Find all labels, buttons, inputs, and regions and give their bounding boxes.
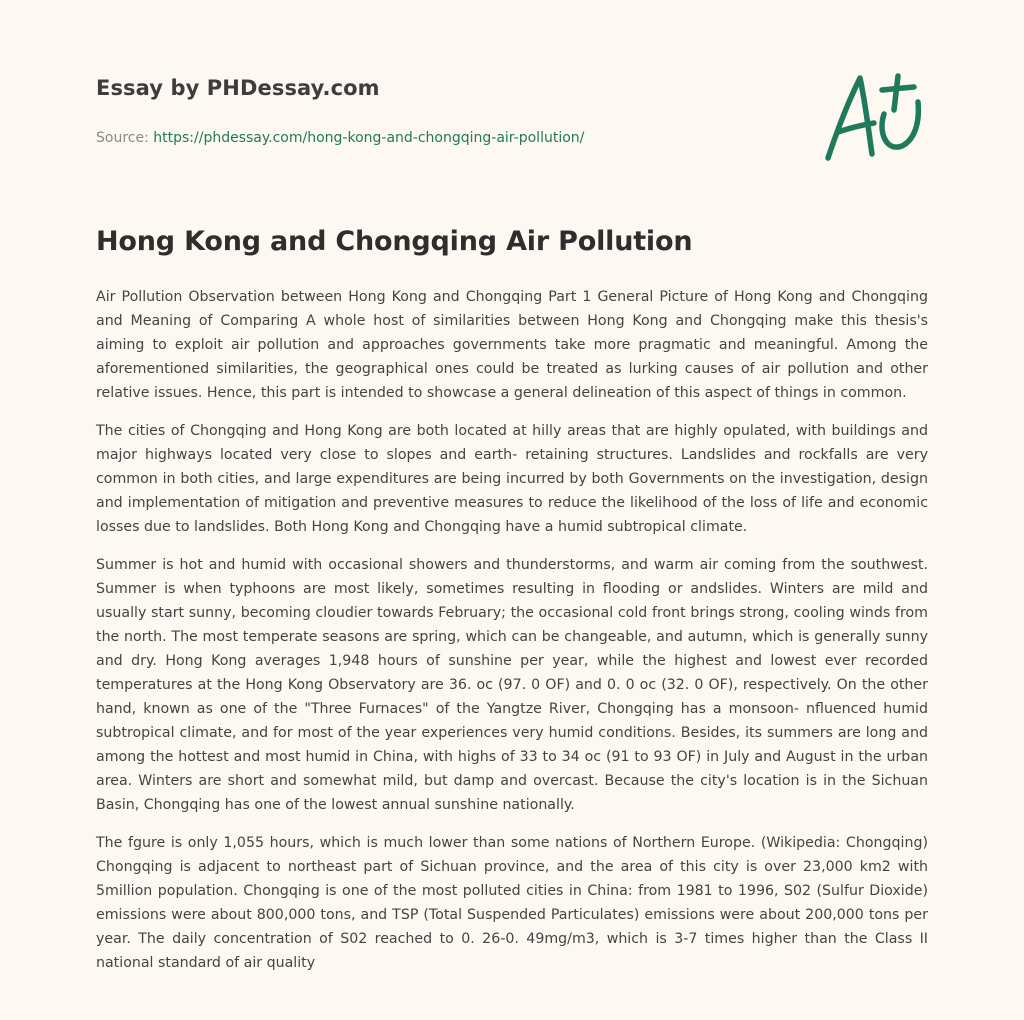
essay-paragraph: Air Pollution Observation between Hong Kong and Chongqing Part 1 General Picture of Hong Kong and Chongqing and Meaning of Comparing A whole host of similarities between Hong Kong and Chongqing make this thesis's aiming to exploit air pollution and approaches governments take more pragmatic and meaningful. Among the aforementioned similarities, the geographical ones could be treated as lurking causes of air pollution and other relative issues. Hence, this part is intended to showcase a general delineation of this aspect of things in common. (96, 289, 928, 401)
source-line (96, 130, 796, 146)
essay-title: Hong Kong and Chongqing Air Pollution (96, 226, 693, 257)
essay-paragraph: The fgure is only 1,055 hours, which is much lower than some nations of Northern Europe. (Wikipedia: Chongqing) Chongqing is adjacent to northeast part of Sichuan province, and the area of this city is over 23,000 km2 with 5million population. Chongqing is one of the most polluted cities in China: from 1981 to 1996, S02 (Sulfur Dioxide) emissions were about 800,000 tons, and TSP (Total Suspended Particulates) emissions were about 200,000 tons per year. The daily concentration of S02 reached to 0. 26-0. 49mg/m3, which is 3-7 times higher than the Class II national standard of air quality (96, 835, 928, 971)
source-label: Source: (96, 130, 149, 146)
a-plus-grade-icon (818, 66, 930, 166)
essay-paragraph: The cities of Chongqing and Hong Kong are both located at hilly areas that are highly opulated, with buildings and major highways located very close to slopes and earth- retaining structures. Landslides and rockfalls are very common in both cities, and large expenditures are being incurred by both Governments on the investigation, design and implementation of mitigation and preventive measures to reduce the likelihood of the loss of life and economic losses due to landslides. Both Hong Kong and Chongqing have a humid subtropical climate. (96, 423, 928, 535)
essay-body (96, 285, 928, 989)
essay-header (96, 76, 796, 146)
essay-paragraph: Summer is hot and humid with occasional showers and thunderstorms, and warm air coming from the southwest. Summer is when typhoons are most likely, sometimes resulting in flooding or andslides. Winters are mild and usually start sunny, becoming cloudier towards February; the occasional cold front brings strong, cooling winds from the north. The most temperate seasons are spring, which can be changeable, and autumn, which is generally sunny and dry. Hong Kong averages 1,948 hours of sunshine per year, while the highest and lowest ever recorded temperatures at the Hong Kong Observatory are 36. oc (97. 0 OF) and 0. 0 oc (32. 0 OF), respectively. On the other hand, known as one of the "Three Furnaces" of the Yangtze River, Chongqing has a monsoon- nfluenced humid subtropical climate, and for most of the year experiences very humid conditions. Besides, its summers are long and among the hottest and most humid in China, with highs of 33 to 34 oc (91 to 93 OF) in July and August in the urban area. Winters are short and somewhat mild, but damp and overcast. Because the city's location is in the Sichuan Basin, Chongqing has one of the lowest annual sunshine nationally. (96, 557, 928, 813)
source-link[interactable]: https://phdessay.com/hong-kong-and-chongqing-air-pollution/ (153, 130, 585, 146)
site-brand: Essay by PHDessay.com (96, 76, 380, 100)
